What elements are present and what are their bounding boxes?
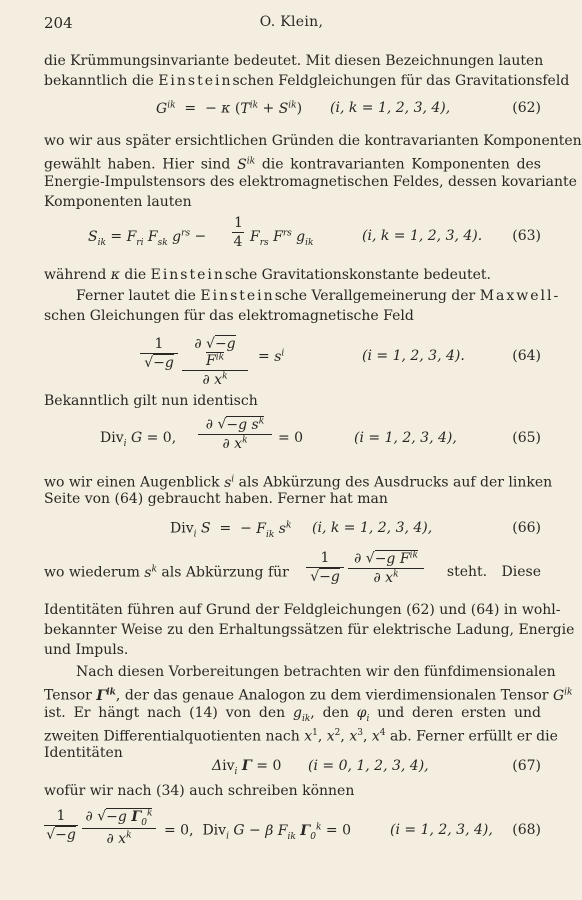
equation-65: Div$_i$ G = 0, $\frac{\partial √-g s^k}{\partial x^k}$ = 0 (i = 1, 2, 3, 4), (65)	[100, 416, 541, 453]
running-head: O. Klein,	[259, 14, 324, 30]
text-line: wo wir aus später ersichtlichen Gründen die kontravarianten Komponenten	[44, 133, 582, 149]
equation-64: $\frac{1}{√-g}$ ∂ √−g $F^{ik}$ ∂ $x^k$ = $s^i$ (i = 1, 2, 3, 4). (64)	[44, 334, 541, 380]
page-header	[44, 14, 539, 34]
text-line: bekanntlich die Einsteinschen Feldgleichungen für das Gravitationsfeld	[44, 73, 570, 89]
text-line: Komponenten lauten	[44, 194, 192, 210]
text-line-with-fraction: wo wiederum $s^k$ als Abkürzung für $\frac{1}{√-g}$ ∂ √−g $F^{ik}$ ∂ $x^k$ steht. Diese	[44, 550, 541, 587]
text-line: Ferner lautet die Einsteinsche Verallgemeinerung der Maxwell-	[76, 288, 561, 304]
text-line: die Krümmungsinvariante bedeutet. Mit diesen Bezeichnungen lauten	[44, 53, 544, 69]
text-line: wofür wir nach (34) auch schreiben können	[44, 783, 355, 799]
text-line: Nach diesen Vorbereitungen betrachten wir den fünfdimensionalen	[76, 664, 556, 680]
equation-63: $S_{ik} = F_{ri}$ $F_{sk}$ $g^{rs}$ − $\frac{1}{4}$ $F_{rs}$ $F^{rs}$ $g_{ik}$ (i, k = 1, 2, 3, 4). (63)	[88, 215, 541, 250]
equation-66: Div$_i$ S = − $F_{ik}$ $s^k$ (i, k = 1, 2, 3, 4), (66)	[170, 520, 541, 540]
text-line: wo wir einen Augenblick $s^i$ als Abkürzung des Ausdrucks auf der linken	[44, 474, 553, 491]
text-line: Tensor $\Gamma^{ik}$, der das genaue Analogon zu dem vierdimensionalen Tensor $G^{ik}$	[44, 687, 573, 704]
text-line: zweiten Differentialquotienten nach $x^1$, $x^2$, $x^3$, $x^4$ ab. Ferner erfüllt er die	[44, 728, 558, 745]
text-line: Energie-Impulstensors des elektromagnetischen Feldes, dessen kovariante	[44, 174, 577, 190]
text-line: Identitäten führen auf Grund der Feldgleichungen (62) und (64) in wohl-	[44, 602, 561, 618]
text-line: Bekanntlich gilt nun identisch	[44, 393, 258, 409]
text-line: ist. Er hängt nach (14) von den $g_{ik}$, den $\varphi_i$ und deren ersten und	[44, 705, 541, 724]
equation-62: $G^{ik}$ = − κ $(T^{ik} + S^{ik})$ (i, k = 1, 2, 3, 4), (62)	[156, 100, 541, 117]
equation-68: $\frac{1}{√-g}$ $\frac{\partial √-g \Gamma_0^k}{\partial x^k}$ = 0, Div$_i$ G − β $F_{ik}$ $\Gamma_0^k = 0$ (i = 1, 2, 3, 4), (68)	[44, 808, 541, 854]
text-line: Identitäten	[44, 745, 123, 761]
text-line: und Impuls.	[44, 642, 129, 658]
page-number: 204	[44, 14, 73, 32]
text-line: schen Gleichungen für das elektromagnetische Feld	[44, 308, 414, 324]
equation-67: Δiv$_i$ Γ = 0 (i = 0, 1, 2, 3, 4), (67)	[212, 758, 541, 777]
text-line: gewählt haben. Hier sind $S^{ik}$ die kontravarianten Komponenten des	[44, 156, 541, 173]
text-line: während κ die Einsteinsche Gravitationskonstante bedeutet.	[44, 267, 491, 283]
text-line: bekannter Weise zu den Erhaltungssätzen für elektrische Ladung, Energie	[44, 622, 575, 638]
text-line: Seite von (64) gebraucht haben. Ferner hat man	[44, 491, 388, 507]
